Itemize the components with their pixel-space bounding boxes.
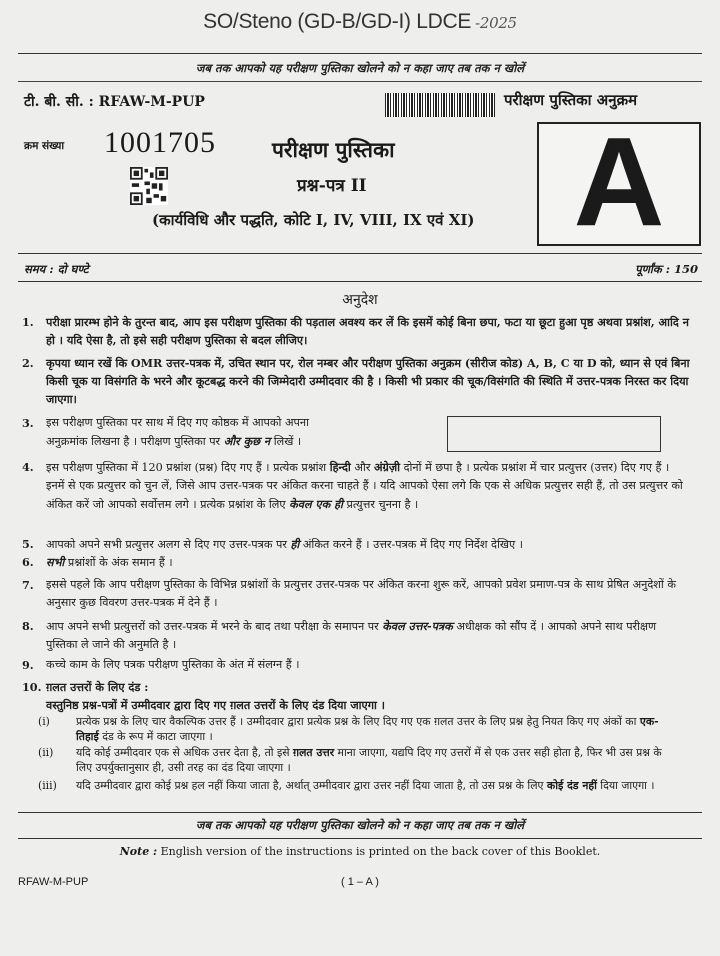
- instruction-line: इस परीक्षण पुस्तिका पर साथ में दिए गए कोष्ठक में आपको अपना: [46, 416, 309, 429]
- instruction-number: 2.: [22, 356, 34, 370]
- time-allowed: समय : दो घण्टे: [24, 262, 89, 276]
- bottom-rule-top: [18, 812, 702, 813]
- instruction-text: [46, 617, 690, 654]
- instruction-number: 3.: [22, 416, 34, 430]
- instruction-text: [46, 458, 690, 514]
- tbc-code: टी. बी. सी. : RFAW-M-PUP: [24, 94, 205, 110]
- instruction-number: 8.: [22, 619, 34, 633]
- instruction-number: 5.: [22, 537, 34, 551]
- instruction-5: [24, 535, 690, 554]
- instruction-number: 4.: [22, 460, 34, 474]
- roll-number-box[interactable]: [447, 416, 661, 452]
- meta-rule-bottom: [18, 281, 702, 282]
- instruction-4: [24, 458, 690, 514]
- text-run: लिखें ।: [270, 435, 302, 448]
- instructions-title: अनुदेश: [342, 292, 378, 308]
- penalty-heading: ग़लत उत्तरों के लिए दंड :: [46, 680, 149, 694]
- instruction-text: [46, 553, 690, 572]
- qr-code-icon: [130, 166, 168, 206]
- emphasis-run: ही: [290, 537, 300, 551]
- emphasis-run: एक-तिहाई: [76, 715, 659, 743]
- top-warning: जब तक आपको यह परीक्षण पुस्तिका खोलने को न कहा जाए तब तक न खोलें: [195, 61, 525, 75]
- instruction-7: [24, 576, 690, 612]
- english-note: [0, 845, 720, 858]
- text-run: प्रत्येक प्रश्न के लिए चार वैकल्पिक उत्तर हैं । उम्मीदवार द्वारा प्रत्येक प्रश्न के लिए दिए गए एक ग़लत उत्तर के लिए प्रश्न हेतु नियत किए गए अंकों का: [76, 715, 640, 728]
- instruction-text: इससे पहले कि आप परीक्षण पुस्तिका के विभिन्न प्रश्नांशों के प्रत्युत्तर उत्तर-पत्रक पर अंकित करना शुरू करें, आपको प्रवेश प्रमाण-पत्र के साथ प्रेषित अनुदेशों के अनुसार कुछ विवरण उत्तर-पत्रक में देने हैं ।: [46, 578, 676, 609]
- emphasis-run: केवल एक ही: [289, 497, 343, 511]
- bottom-rule: [18, 838, 702, 839]
- instruction-9: [24, 656, 690, 674]
- emphasis-run: अंग्रेज़ी: [373, 460, 401, 474]
- instruction-6: [24, 553, 690, 572]
- instruction-number: 6.: [22, 555, 34, 569]
- instruction-text: [46, 535, 690, 554]
- exam-title: [0, 10, 720, 34]
- text-run: माना जाएगा, यद्यपि दिए गए उत्तरों में से एक उत्तर सही होता है, फिर भी उस प्रश्न के लिए उपर्युक्तानुसार ही, उसी तरह का दंड दिया जाएगा ।: [76, 746, 662, 774]
- emphasis-run: सभी: [46, 555, 65, 569]
- instruction-2: [24, 354, 690, 408]
- booklet-title: परीक्षण पुस्तिका: [272, 137, 395, 162]
- instruction-number: 9.: [22, 658, 34, 672]
- roman-number: (ii): [38, 746, 54, 759]
- text-run: आप अपने सभी प्रत्युत्तरों को उत्तर-पत्रक में भरने के बाद तथा परीक्षा के समापन पर: [46, 620, 383, 633]
- text-run: अनुक्रमांक लिखना है । परीक्षण पुस्तिका पर: [46, 435, 224, 448]
- text-run: यदि कोई उम्मीदवार एक से अधिक उत्तर देता है, तो इसे: [76, 746, 294, 759]
- text-run: और: [350, 461, 374, 474]
- instruction-8: [24, 617, 690, 654]
- instruction-text: कच्चे काम के लिए पत्रक परीक्षण पुस्तिका के अंत में संलग्न हैं ।: [46, 658, 300, 671]
- text-run: यदि उम्मीदवार द्वारा कोई प्रश्न हल नहीं किया जाता है, अर्थात् उम्मीदवार द्वारा उत्तर नहीं दिया जाता है, तो उस प्रश्न के लिए: [76, 779, 547, 792]
- text-run: प्रश्नांशों के अंक समान हैं ।: [64, 556, 173, 569]
- text-run: अधीक्षक को सौंप दें । आपको अपने साथ परीक्षण पुस्तिका ले जाने की अनुमति है ।: [46, 620, 657, 651]
- roman-number: (i): [38, 715, 50, 728]
- instruction-10: [24, 678, 690, 714]
- max-marks: पूर्णांक : 150: [635, 262, 698, 276]
- penalty-text: [76, 745, 666, 775]
- top-rule: [18, 53, 702, 54]
- meta-rule-top: [18, 253, 702, 254]
- emphasis-run: ग़लत उत्तर: [293, 746, 335, 759]
- paper-title: प्रश्न-पत्र II: [297, 176, 367, 196]
- instruction-text: कृपया ध्यान रखें कि OMR उत्तर-पत्रक में, उचित स्थान पर, रोल नम्बर और परीक्षण पुस्तिका अनुक्रम (सीरीज कोड) A, B, C या D को, ध्यान से एवं बिना किसी चूक या विसंगति के भरने और कूटबद्ध करने की जिम्मेदारी उम्मीदवार की है । किसी भी प्रकार की चूक/विसंगति की स्थिति में उत्तर-पत्रक निरस्त कर दिया जाएगा।: [46, 356, 690, 406]
- text-run: दंड के रूप में काटा जाएगा ।: [98, 730, 213, 743]
- penalty-statement: वस्तुनिष्ठ प्रश्न-पत्रों में उम्मीदवार द्वारा दिए गए ग़लत उत्तरों के लिए दंड दिया जाएगा ।: [46, 698, 386, 712]
- page-number: ( 1 – A ): [341, 876, 379, 888]
- barcode-image: [385, 93, 495, 117]
- text-run: अंकित करने हैं । उत्तर-पत्रक में दिए गए निर्देश देखिए ।: [299, 538, 524, 551]
- emphasis-run: हिन्दी: [329, 460, 351, 474]
- text-run: इस परीक्षण पुस्तिका में 120 प्रश्नांश (प्रश्न) दिए गए हैं । प्रत्येक प्रश्नांश: [46, 461, 330, 474]
- emphasis-run: केवल उत्तर-पत्रक: [382, 619, 453, 633]
- instruction-text: परीक्षा प्रारम्भ होने के तुरन्त बाद, आप इस परीक्षण पुस्तिका की पड़ताल अवश्य कर लें कि इसमें कोई बिना छपा, फटा या छूटा हुआ पृष्ठ अथवा प्रश्नांश, आदि न हो । यदि ऐसा है, तो इसे सही परीक्षण पुस्तिका से बदल लीजिए।: [46, 315, 689, 347]
- categories: (कार्यविधि और पद्धति, कोटि I, IV, VIII, IX एवं XI): [152, 211, 475, 229]
- roman-number: (iii): [38, 779, 57, 792]
- penalty-text: [76, 714, 666, 744]
- serial-label: क्रम संख्या: [24, 140, 65, 152]
- note-text: English version of the instructions is printed on the back cover of this Booklet.: [157, 845, 601, 858]
- penalty-item-3: [38, 778, 666, 793]
- instruction-1: [24, 313, 690, 349]
- instruction-number: 7.: [22, 578, 34, 592]
- serial-number: 1001705: [104, 126, 216, 159]
- penalty-item-2: [38, 745, 666, 775]
- series-letter: A: [573, 111, 665, 252]
- instruction-number: 1.: [22, 315, 34, 329]
- emphasis-run: और कुछ न: [223, 434, 271, 448]
- sequence-label: परीक्षण पुस्तिका अनुक्रम: [504, 91, 638, 109]
- text-run: आपको अपने सभी प्रत्युत्तर अलग से दिए गए उत्तर-पत्रक पर: [46, 538, 291, 551]
- penalty-text: [76, 778, 666, 793]
- text-run: दोनों में छपा है । प्रत्येक प्रश्नांश में चार प्रत्युत्तर (उत्तर) दिए गए हैं । इनमें से एक प्रत्युत्तर को चुन लें, जिसे आप उत्तर-पत्रक पर अंकित करना चाहते हैं । यदि आपको ऐसा लगे कि एक से अधिक प्रत्युत्तर सही हैं, तो उस प्रत्युत्तर को अंकित करें जो आपको सर्वोत्तम लगे । प्रत्येक प्रश्नांश के लिए: [46, 461, 683, 511]
- exam-title-text: SO/Steno (GD-B/GD-I) LDCE: [203, 10, 472, 33]
- emphasis-run: कोई दंड नहीं: [546, 779, 597, 792]
- bottom-warning: जब तक आपको यह परीक्षण पुस्तिका खोलने को न कहा जाए तब तक न खोलें: [195, 818, 525, 832]
- instruction-number: 10.: [22, 680, 42, 694]
- text-run: दिया जाएगा ।: [596, 779, 655, 792]
- handwritten-year: -2025: [475, 14, 517, 32]
- note-label: Note :: [119, 845, 158, 858]
- text-run: प्रत्युत्तर चुनना है ।: [342, 498, 419, 511]
- series-box: [537, 111, 701, 252]
- warning-rule: [18, 81, 702, 82]
- footer-code: RFAW-M-PUP: [18, 876, 89, 888]
- penalty-item-1: [38, 714, 666, 744]
